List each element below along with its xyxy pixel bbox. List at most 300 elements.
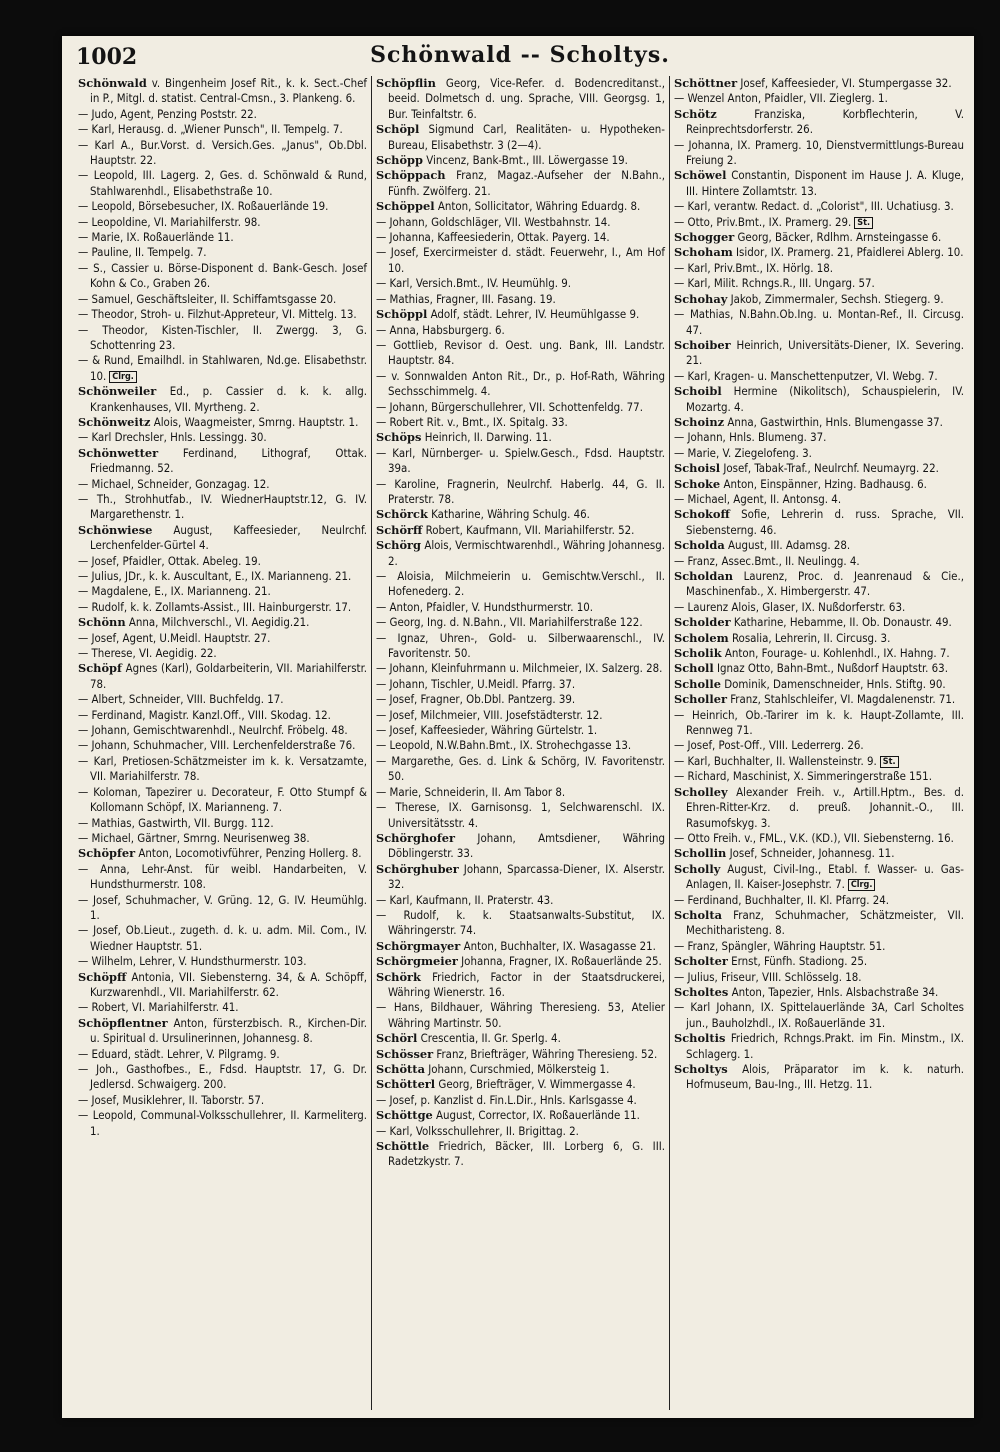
entry-text: Anton, Fourage- u. Kohlenhdl., IX. Hahng. 7. bbox=[724, 646, 950, 661]
entry-text: — Albert, Schneider, VIII. Buchfeldg. 17. bbox=[78, 692, 284, 707]
directory-entry bbox=[78, 446, 367, 477]
directory-entry bbox=[674, 785, 964, 831]
entry-surname: Scholdan bbox=[674, 569, 733, 583]
entry-surname: Scholta bbox=[674, 907, 723, 922]
entry-text: — Marie, IX. Roßauerlände 11. bbox=[78, 230, 234, 245]
directory-entry bbox=[78, 923, 367, 954]
entry-surname: Schörg bbox=[376, 538, 422, 553]
directory-entry bbox=[674, 1062, 964, 1093]
directory-entry bbox=[376, 708, 665, 723]
directory-entry bbox=[674, 276, 964, 291]
entry-text: Johann, Amtsdiener, Währing Döblingerstr. 33. bbox=[388, 830, 665, 861]
directory-entry bbox=[376, 970, 665, 1001]
entry-text: August, Kaffeesieder, Neulrchf. Lerchenfelder-Gürtel 4. bbox=[90, 522, 367, 553]
entry-surname: Schoinz bbox=[674, 414, 725, 429]
directory-entry bbox=[376, 600, 665, 615]
directory-entry bbox=[674, 600, 964, 615]
entry-surname: Schörghuber bbox=[376, 861, 459, 876]
entry-text: — Theodor, Stroh- u. Filzhut-Appreteur, VI. Mittelg. 13. bbox=[78, 307, 357, 322]
entry-surname: Schöps bbox=[376, 430, 422, 445]
entry-text: Georg, Bäcker, Rdlhm. Arnsteingasse 6. bbox=[737, 230, 942, 245]
directory-entry bbox=[78, 846, 367, 861]
entry-text: Dominik, Damenschneider, Hnls. Stiftg. 90. bbox=[724, 676, 946, 691]
entry-text: Antonia, VII. Siebensterng. 34, & A. Schöpff, Kurzwarenhdl., VII. Mariahilferstr. 62. bbox=[90, 969, 367, 999]
directory-entry bbox=[376, 1108, 665, 1123]
entry-surname: Schöppl bbox=[376, 307, 428, 322]
directory-entry bbox=[674, 708, 964, 739]
entry-text: — Anna, Habsburgerg. 6. bbox=[376, 322, 505, 337]
directory-entry bbox=[376, 954, 665, 969]
directory-entry bbox=[78, 215, 367, 230]
directory-entry bbox=[674, 846, 964, 861]
directory-entry bbox=[674, 369, 964, 384]
entry-text: August, III. Adamsg. 28. bbox=[727, 538, 851, 553]
entry-surname: Schönwiese bbox=[78, 522, 153, 537]
entry-text: — Karl, Kragen- u. Manschettenputzer, VI. Webg. 7. bbox=[674, 368, 938, 383]
directory-entry bbox=[674, 1000, 964, 1031]
entry-text: — Johann, Tischler, U.Meidl. Pfarrg. 37. bbox=[376, 676, 576, 691]
entry-text: — Franz, Assec.Bmt., II. Neulingg. 4. bbox=[674, 553, 860, 568]
entry-text: — Leopold, III. Lagerg. 2, Ges. d. Schönwald & Rund, Stahlwarenhdl., Elisabethstraße 10. bbox=[78, 168, 367, 198]
directory-entry bbox=[674, 492, 964, 507]
entry-text: — Heinrich, Ob.-Tarirer im k. k. Haupt-Zollamte, III. Rennweg 71. bbox=[674, 707, 964, 738]
directory-entry bbox=[78, 569, 367, 584]
entry-text: — & Rund, Emailhdl. in Stahlwaren, Nd.ge. Elisabethstr. 10. bbox=[78, 353, 367, 383]
entry-text: — Marie, V. Ziegelofeng. 3. bbox=[674, 445, 812, 460]
directory-entry bbox=[376, 369, 665, 400]
directory-entry bbox=[376, 1077, 665, 1092]
entry-surname: Schöpff bbox=[78, 969, 127, 984]
directory-entry bbox=[376, 122, 665, 153]
entry-surname: Schöpfer bbox=[78, 846, 136, 861]
directory-entry bbox=[376, 569, 665, 600]
entry-text: — Karl, Volksschullehrer, II. Brigittag. 2. bbox=[376, 1123, 579, 1138]
directory-entry bbox=[376, 276, 665, 291]
entry-surname: Schönweitz bbox=[78, 414, 151, 429]
directory-entry bbox=[674, 507, 964, 538]
entry-text: — Karl, Milit. Rchngs.R., III. Ungarg. 57. bbox=[674, 276, 875, 291]
column-1 bbox=[74, 76, 372, 1410]
entry-text: Ed., p. Cassier d. k. k. allg. Krankenhauses, VII. Myrtheng. 2. bbox=[90, 384, 367, 414]
directory-entry bbox=[78, 708, 367, 723]
entry-surname: Schösser bbox=[376, 1046, 434, 1061]
directory-entry bbox=[78, 754, 367, 785]
entry-text: — Franz, Spängler, Währing Hauptstr. 51. bbox=[674, 938, 886, 953]
entry-text: Sofie, Lehrerin d. russ. Sprache, VII. Siebensterng. 46. bbox=[686, 507, 964, 537]
entry-text: — Johann, Gemischtwarenhdl., Neulrchf. Fröbelg. 48. bbox=[78, 723, 348, 738]
directory-entry bbox=[674, 91, 964, 106]
entry-text: — Karl, Herausg. d. „Wiener Punsch", II. Tempelg. 7. bbox=[78, 122, 343, 137]
entry-text: — Johann, Hnls. Blumeng. 37. bbox=[674, 430, 827, 445]
directory-entry bbox=[376, 168, 665, 199]
entry-text: — Rudolf, k. k. Staatsanwalts-Substitut, IX. Währingerstr. 74. bbox=[376, 907, 665, 938]
entry-text: — Josef, p. Kanzlist d. Fin.L.Dir., Hnls. Karlsgasse 4. bbox=[376, 1092, 637, 1107]
entry-text: — Wenzel Anton, Pfaidler, VII. Zieglerg. 1. bbox=[674, 91, 888, 106]
directory-entry bbox=[674, 692, 964, 707]
entry-surname: Schoisl bbox=[674, 461, 721, 476]
directory-entry bbox=[376, 292, 665, 307]
directory-entry bbox=[674, 554, 964, 569]
entry-surname: Schörk bbox=[376, 969, 421, 984]
directory-entry bbox=[674, 677, 964, 692]
directory-entry bbox=[674, 769, 964, 784]
directory-entry bbox=[674, 307, 964, 338]
entry-text: — Koloman, Tapezirer u. Decorateur, F. Otto Stumpf & Kollomann Schöpf, IX. Marianneng. 7. bbox=[78, 784, 367, 815]
entry-surname: Schöttner bbox=[674, 76, 738, 90]
entry-text: — Ferdinand, Buchhalter, II. Kl. Pfarrg. 24. bbox=[674, 892, 890, 907]
directory-page bbox=[62, 36, 974, 1418]
entry-surname: Scholtes bbox=[674, 984, 729, 999]
directory-entry bbox=[674, 615, 964, 630]
entry-surname: Schönwald bbox=[78, 76, 147, 90]
page-number: 1002 bbox=[76, 44, 138, 70]
directory-entry bbox=[674, 538, 964, 553]
entry-surname: Scholley bbox=[674, 784, 728, 799]
directory-entry bbox=[78, 307, 367, 322]
entry-text: — Laurenz Alois, Glaser, IX. Nußdorferstr. 63. bbox=[674, 599, 906, 614]
entry-surname: Schollin bbox=[674, 846, 727, 861]
entry-text: Hermine (Nikolitsch), Schauspielerin, IV. Mozartg. 4. bbox=[686, 384, 964, 414]
directory-entry bbox=[674, 292, 964, 307]
directory-entry bbox=[78, 384, 367, 415]
directory-entry bbox=[78, 122, 367, 137]
entry-surname: Scholda bbox=[674, 538, 725, 553]
directory-entry bbox=[376, 477, 665, 508]
entry-text: Franz, Schuhmacher, Schätzmeister, VII. Mechitharisteng. 8. bbox=[686, 907, 964, 938]
directory-entry bbox=[376, 199, 665, 214]
entry-text: — Gottlieb, Revisor d. Oest. ung. Bank, III. Landstr. Hauptstr. 84. bbox=[376, 337, 665, 368]
directory-entry bbox=[78, 615, 367, 630]
entry-text: Katharine, Währing Schulg. 46. bbox=[431, 507, 590, 522]
running-head: Schönwald -- Scholtys. bbox=[370, 42, 670, 68]
entry-text: Anton, Locomotivführer, Penzing Hollerg. 8. bbox=[138, 846, 362, 861]
entry-text: — Johann, Bürgerschullehrer, VII. Schottenfeldg. 77. bbox=[376, 399, 643, 414]
directory-entry bbox=[674, 908, 964, 939]
entry-surname: Schohay bbox=[674, 291, 728, 306]
directory-entry bbox=[376, 230, 665, 245]
entry-text: — Wilhelm, Lehrer, V. Hundsthurmerstr. 103. bbox=[78, 954, 307, 969]
entry-text: Jakob, Zimmermaler, Sechsh. Stiegerg. 9. bbox=[730, 291, 944, 306]
entry-text: Johanna, Fragner, IX. Roßauerlände 25. bbox=[461, 954, 662, 969]
entry-text: — Mathias, N.Bahn.Ob.Ing. u. Montan-Ref., II. Circusg. 47. bbox=[674, 307, 964, 337]
directory-entry bbox=[78, 785, 367, 816]
entry-text: Alexander Freih. v., Artill.Hptm., Bes. d. Ehren-Ritter-Krz. d. preuß. Johannit.-O., III. Rasumofskyg. 3. bbox=[686, 784, 964, 830]
directory-entry bbox=[78, 245, 367, 260]
entry-surname: Scholtys bbox=[674, 1062, 728, 1076]
entry-text: — Josef, Milchmeier, VIII. Josefstädterstr. 12. bbox=[376, 707, 603, 722]
entry-text: — Leopold, Börsebesucher, IX. Roßauerlände 19. bbox=[78, 199, 329, 214]
entry-surname: Schörgmayer bbox=[376, 938, 461, 953]
entry-surname: Schöppach bbox=[376, 168, 446, 183]
directory-entry bbox=[376, 523, 665, 538]
directory-entry bbox=[78, 816, 367, 831]
entry-surname: Schötterl bbox=[376, 1077, 436, 1092]
entry-text: Franz, Stahlschleifer, VI. Magdalenenstr. 71. bbox=[730, 692, 956, 707]
directory-entry bbox=[376, 692, 665, 707]
directory-entry bbox=[78, 1108, 367, 1139]
directory-entry bbox=[376, 1093, 665, 1108]
directory-entry bbox=[376, 1000, 665, 1031]
entry-text: — Richard, Maschinist, X. Simmeringerstraße 151. bbox=[674, 769, 932, 784]
directory-entry bbox=[376, 430, 665, 445]
directory-entry bbox=[376, 615, 665, 630]
entry-text: — Leopold, N.W.Bahn.Bmt., IX. Strohechgasse 13. bbox=[376, 738, 632, 753]
directory-entry bbox=[674, 631, 964, 646]
directory-entry bbox=[376, 153, 665, 168]
directory-entry bbox=[674, 415, 964, 430]
entry-text: — S., Cassier u. Börse-Disponent d. Bank-Gesch. Josef Kohn & Co., Graben 26. bbox=[78, 260, 367, 291]
entry-text: — Otto Freih. v., FML., V.K. (KD.), VII. Siebensterng. 16. bbox=[674, 830, 954, 845]
entry-text: Alois, Waagmeister, Smrng. Hauptstr. 1. bbox=[153, 414, 359, 429]
entry-surname: Schoiber bbox=[674, 337, 731, 352]
entry-text: — Pauline, II. Tempelg. 7. bbox=[78, 245, 207, 260]
entry-text: — Therese, IX. Garnisonsg. 1, Selchwarenschl. IX. Universitätsstr. 4. bbox=[376, 800, 665, 830]
directory-entry bbox=[674, 138, 964, 169]
entry-text: — Karl Johann, IX. Spittelauerlände 3A, Carl Scholtes jun., Bauholzhdl., IX. Roßauerlände 31. bbox=[674, 1000, 964, 1030]
directory-entry bbox=[78, 862, 367, 893]
directory-entry bbox=[674, 862, 964, 893]
entry-text: — Karl A., Bur.Vorst. d. Versich.Ges. „Janus", Ob.Dbl. Hauptstr. 22. bbox=[78, 137, 367, 168]
entry-text: Johann, Sparcassa-Diener, IX. Alserstr. 32. bbox=[388, 861, 665, 892]
entry-text: — Anna, Lehr-Anst. für weibl. Handarbeiten, V. Hundsthurmerstr. 108. bbox=[78, 861, 367, 892]
entry-text: — Karl, verantw. Redact. d. „Colorist", III. Uchatiusg. 3. bbox=[674, 199, 954, 214]
directory-entry bbox=[376, 723, 665, 738]
entry-text: — v. Sonnwalden Anton Rit., Dr., p. Hof-Rath, Währing Sechsschimmelg. 4. bbox=[376, 368, 665, 399]
directory-entry bbox=[674, 245, 964, 260]
directory-entry bbox=[78, 199, 367, 214]
entry-text: — Michael, Schneider, Gonzagag. 12. bbox=[78, 476, 270, 491]
directory-entry bbox=[78, 646, 367, 661]
entry-text: — Johanna, IX. Pramerg. 10, Dienstvermittlungs-Bureau Freiung 2. bbox=[674, 137, 964, 168]
entry-text: — Leopoldine, VI. Mariahilferstr. 98. bbox=[78, 214, 261, 229]
directory-entry bbox=[78, 1062, 367, 1093]
entry-text: Vincenz, Bank-Bmt., III. Löwergasse 19. bbox=[426, 153, 628, 168]
directory-entry bbox=[674, 461, 964, 476]
entry-surname: Schötz bbox=[674, 106, 717, 121]
entry-text: — Rudolf, k. k. Zollamts-Assist., III. Hainburgerstr. 17. bbox=[78, 599, 352, 614]
entry-surname: Schörff bbox=[376, 522, 423, 537]
directory-entry bbox=[78, 1000, 367, 1015]
entry-surname: Schöpl bbox=[376, 122, 420, 137]
entry-text: Anton, fürsterzbisch. R., Kirchen-Dir. u. Spiritual d. Ursulinerinnen, Johannesg. 8. bbox=[90, 1015, 367, 1046]
entry-text: v. Bingenheim Josef Rit., k. k. Sect.-Chef in P., Mitgl. d. statist. Central-Cmsn., 3. Plankeng. 6. bbox=[90, 76, 367, 106]
entry-surname: Scholem bbox=[674, 630, 729, 645]
entry-text: — Judo, Agent, Penzing Poststr. 22. bbox=[78, 106, 257, 121]
directory-entry bbox=[376, 338, 665, 369]
entry-text: — Mathias, Fragner, III. Fasang. 19. bbox=[376, 291, 556, 306]
entry-surname: Schörgmeier bbox=[376, 954, 458, 969]
entry-text: — Karl, Kaufmann, II. Praterstr. 43. bbox=[376, 892, 554, 907]
directory-entry bbox=[376, 800, 665, 831]
directory-entry bbox=[376, 908, 665, 939]
directory-entry bbox=[674, 230, 964, 245]
entry-text: — Ferdinand, Magistr. Kanzl.Off., VIII. Skodag. 12. bbox=[78, 707, 331, 722]
directory-entry bbox=[674, 754, 964, 769]
entry-surname: Schokoff bbox=[674, 507, 730, 522]
entry-surname: Scholter bbox=[674, 954, 728, 969]
directory-entry bbox=[78, 723, 367, 738]
directory-entry bbox=[674, 939, 964, 954]
directory-entry bbox=[376, 785, 665, 800]
directory-entry bbox=[78, 168, 367, 199]
entry-text: Agnes (Karl), Goldarbeiterin, VII. Mariahilferstr. 78. bbox=[90, 661, 367, 691]
entry-text: Friedrich, Rchngs.Prakt. im Fin. Minstm., IX. Schlagerg. 1. bbox=[686, 1031, 964, 1061]
entry-text: — Josef, Schuhmacher, V. Grüng. 12, G. IV. Heumühlg. 1. bbox=[78, 892, 367, 922]
page-header bbox=[76, 42, 964, 72]
entry-text: Rosalia, Lehrerin, II. Circusg. 3. bbox=[731, 630, 891, 645]
entry-text: — Johann, Schuhmacher, VIII. Lerchenfelderstraße 76. bbox=[78, 738, 356, 753]
entry-text: — Johanna, Kaffeesiederin, Ottak. Payerg. 14. bbox=[376, 230, 610, 245]
entry-surname: Schöwel bbox=[674, 168, 727, 183]
entry-text: Anna, Milchverschl., VI. Aegidig.21. bbox=[128, 615, 310, 630]
entry-text: Friedrich, Factor in der Staatsdruckerei, Währing Wienerstr. 16. bbox=[388, 969, 665, 999]
entry-surname: Schogger bbox=[674, 230, 735, 245]
entry-text: — Anton, Pfaidler, V. Hundsthurmerstr. 10. bbox=[376, 599, 594, 614]
entry-surname: Scholly bbox=[674, 861, 721, 876]
entry-text: Ignaz Otto, Bahn-Bmt., Nußdorf Hauptstr. 63. bbox=[716, 661, 948, 676]
directory-entry bbox=[674, 1031, 964, 1062]
entry-text: — Aloisia, Milchmeierin u. Gemischtw.Verschl., II. Hofenederg. 2. bbox=[376, 569, 665, 599]
entry-text: — Mathias, Gastwirth, VII. Burgg. 112. bbox=[78, 815, 274, 830]
column-2 bbox=[372, 76, 670, 1410]
entry-surname: Schöpflentner bbox=[78, 1015, 168, 1030]
directory-entry bbox=[674, 430, 964, 445]
entry-text: Laurenz, Proc. d. Jeanrenaud & Cie., Maschinenfab., X. Himbergerstr. 47. bbox=[686, 569, 964, 599]
entry-text: — Josef, Kaffeesieder, Währing Gürtelstr. 1. bbox=[376, 723, 598, 738]
directory-entry bbox=[376, 1047, 665, 1062]
directory-entry bbox=[78, 107, 367, 122]
entry-text: — Josef, Ob.Lieut., zugeth. d. k. u. adm. Mil. Com., IV. Wiedner Hauptstr. 51. bbox=[78, 923, 367, 953]
entry-text: — Margarethe, Ges. d. Link & Schörg, IV. Favoritenstr. 50. bbox=[376, 753, 665, 784]
entry-text: — Julius, JDr., k. k. Auscultant, E., IX. Marianneng. 21. bbox=[78, 569, 352, 583]
directory-entry bbox=[78, 893, 367, 924]
entry-surname: Schöttge bbox=[376, 1108, 433, 1123]
entry-surname: Schöpf bbox=[78, 661, 122, 676]
entry-text: — Johann, Kleinfuhrmann u. Milchmeier, IX. Salzerg. 28. bbox=[376, 661, 663, 676]
entry-text: Ferdinand, Lithograf, Ottak. Friedmanng. 52. bbox=[90, 445, 367, 476]
directory-entry bbox=[376, 661, 665, 676]
entry-surname: Schörghofer bbox=[376, 830, 456, 845]
entry-surname: Schoibl bbox=[674, 384, 722, 399]
entry-surname: Schöpp bbox=[376, 153, 423, 168]
directory-entry bbox=[674, 261, 964, 276]
entry-surname: Scholtis bbox=[674, 1031, 726, 1046]
directory-entry bbox=[674, 985, 964, 1000]
directory-entry bbox=[78, 631, 367, 646]
entry-surname: Schönweiler bbox=[78, 384, 157, 399]
entry-text: — Josef, Agent, U.Meidl. Hauptstr. 27. bbox=[78, 630, 271, 645]
directory-entry bbox=[78, 323, 367, 354]
entry-text: Ernst, Fünfh. Stadiong. 25. bbox=[731, 954, 868, 969]
directory-entry bbox=[78, 415, 367, 430]
directory-entry bbox=[78, 477, 367, 492]
entry-text: — Leopold, Communal-Volksschullehrer, II. Karmeliterg. 1. bbox=[78, 1108, 367, 1138]
directory-entry bbox=[78, 738, 367, 753]
entry-text: — Karl, Nürnberger- u. Spielw.Gesch., Fdsd. Hauptstr. 39a. bbox=[376, 445, 665, 476]
directory-entry bbox=[376, 446, 665, 477]
entry-text: — Marie, Schneiderin, II. Am Tabor 8. bbox=[376, 784, 566, 799]
directory-columns bbox=[74, 76, 970, 1410]
entry-text: Anton, Buchhalter, IX. Wasagasse 21. bbox=[463, 938, 656, 953]
directory-entry bbox=[376, 1124, 665, 1139]
directory-entry bbox=[376, 400, 665, 415]
entry-surname: Schoham bbox=[674, 245, 733, 260]
directory-entry bbox=[78, 600, 367, 615]
directory-entry bbox=[376, 245, 665, 276]
entry-surname: Scholl bbox=[674, 661, 714, 676]
entry-surname: Schönn bbox=[78, 615, 126, 630]
entry-box-label: St. bbox=[880, 756, 899, 768]
directory-entry bbox=[78, 230, 367, 245]
directory-entry bbox=[78, 831, 367, 846]
entry-text: Anton, Sollicitator, Währing Eduardg. 8. bbox=[437, 199, 641, 214]
entry-text: — Therese, VI. Aegidig. 22. bbox=[78, 646, 217, 661]
directory-entry bbox=[376, 415, 665, 430]
entry-text: Alois, Präparator im k. k. naturh. Hofmuseum, Bau-Ing., III. Hetzg. 11. bbox=[686, 1062, 965, 1092]
entry-text: — Karl, Pretiosen-Schätzmeister im k. k. Versatzamte, VII. Mariahilferstr. 78. bbox=[78, 753, 367, 784]
entry-text: Josef, Schneider, Johannesg. 11. bbox=[729, 846, 895, 861]
directory-entry bbox=[376, 307, 665, 322]
entry-text: — Karl Drechsler, Hnls. Lessingg. 30. bbox=[78, 430, 267, 445]
directory-entry bbox=[376, 754, 665, 785]
directory-entry bbox=[78, 692, 367, 707]
entry-text: — Samuel, Geschäftsleiter, II. Schiffamtsgasse 20. bbox=[78, 291, 337, 306]
directory-entry bbox=[674, 168, 964, 199]
entry-text: — Eduard, städt. Lehrer, V. Pilgramg. 9. bbox=[78, 1046, 280, 1061]
entry-text: Johann, Curschmied, Mölkersteig 1. bbox=[428, 1062, 610, 1076]
directory-entry bbox=[78, 1093, 367, 1108]
directory-entry bbox=[78, 970, 367, 1001]
directory-entry bbox=[376, 738, 665, 753]
entry-text: Katharine, Hebamme, II. Ob. Donaustr. 49. bbox=[733, 615, 952, 630]
directory-entry bbox=[674, 107, 964, 138]
entry-text: Anna, Gastwirthin, Hnls. Blumengasse 37. bbox=[727, 414, 943, 429]
entry-surname: Schöpflin bbox=[376, 76, 436, 90]
directory-entry bbox=[674, 215, 964, 230]
entry-box-label: Clrg. bbox=[848, 879, 876, 891]
entry-surname: Scholler bbox=[674, 692, 727, 707]
directory-entry bbox=[674, 76, 964, 91]
entry-surname: Schönwetter bbox=[78, 445, 159, 460]
entry-text: — Josef, Fragner, Ob.Dbl. Pantzerg. 39. bbox=[376, 692, 576, 707]
entry-surname: Schörl bbox=[376, 1031, 418, 1046]
entry-text: Isidor, IX. Pramerg. 21, Pfaidlerei Ablerg. 10. bbox=[736, 245, 964, 260]
directory-entry bbox=[376, 1031, 665, 1046]
entry-text: — Julius, Friseur, VIII. Schlösselg. 18. bbox=[674, 969, 862, 984]
entry-text: — Robert, VI. Mariahilferstr. 41. bbox=[78, 1000, 239, 1015]
directory-entry bbox=[376, 538, 665, 569]
entry-text: Anton, Einspänner, Hzing. Badhausg. 6. bbox=[723, 476, 927, 491]
entry-text: Constantin, Disponent im Hause J. A. Kluge, III. Hintere Zollamtstr. 13. bbox=[686, 168, 964, 198]
entry-surname: Schöppel bbox=[376, 199, 435, 214]
directory-entry bbox=[78, 523, 367, 554]
directory-entry bbox=[78, 292, 367, 307]
entry-text: Heinrich, Universitäts-Diener, IX. Severing. 21. bbox=[686, 337, 964, 368]
directory-entry bbox=[376, 631, 665, 662]
entry-text: Crescentia, II. Gr. Sperlg. 4. bbox=[420, 1031, 561, 1046]
entry-text: Adolf, städt. Lehrer, IV. Heumühlgasse 9. bbox=[430, 307, 640, 322]
directory-entry bbox=[376, 323, 665, 338]
entry-text: — Georg, Ing. d. N.Bahn., VII. Mariahilferstraße 122. bbox=[376, 615, 643, 630]
entry-text: — Josef, Post-Off., VIII. Lederrerg. 26. bbox=[674, 738, 864, 753]
directory-entry bbox=[674, 661, 964, 676]
entry-surname: Schötta bbox=[376, 1062, 425, 1076]
entry-surname: Schoke bbox=[674, 476, 721, 491]
directory-entry bbox=[674, 893, 964, 908]
directory-entry bbox=[674, 954, 964, 969]
directory-entry bbox=[674, 738, 964, 753]
directory-entry bbox=[376, 939, 665, 954]
